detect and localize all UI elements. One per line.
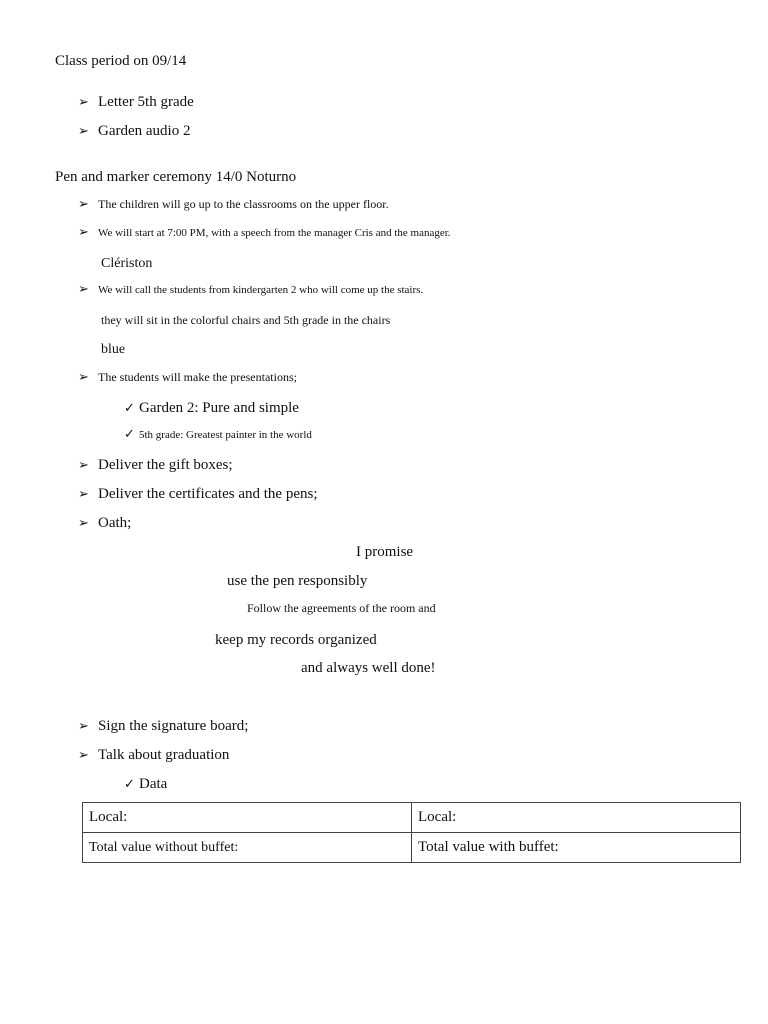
list-item	[78, 124, 190, 139]
arrow-bullet-icon: ➢	[78, 719, 89, 734]
list-item-text: Deliver the gift boxes;	[98, 457, 233, 473]
arrow-bullet-icon: ➢	[78, 95, 89, 110]
list-item-text: Oath;	[98, 515, 132, 531]
check-item	[124, 401, 299, 416]
table-row	[83, 803, 741, 833]
list-item	[78, 95, 194, 110]
table-cell: Total value without buffet:	[83, 833, 412, 863]
list-item-text: Garden audio 2	[98, 123, 191, 139]
list-item	[78, 719, 248, 734]
oath-line: Follow the agreements of the room and	[247, 601, 436, 615]
list-item-text: We will start at 7:00 PM, with a speech from the manager Cris and the manager.	[98, 227, 451, 239]
list-item-text: We will call the students from kindergarten 2 who will come up the stairs.	[98, 284, 424, 296]
table-row	[83, 833, 741, 863]
list-item-text: Deliver the certificates and the pens;	[98, 486, 318, 502]
check-icon: ✓	[124, 401, 135, 416]
arrow-bullet-icon: ➢	[78, 282, 89, 297]
list-item	[78, 487, 318, 502]
list-item-continuation: Clériston	[101, 256, 153, 271]
table-cell: Local:	[83, 803, 412, 833]
check-icon: ✓	[124, 777, 135, 792]
list-item	[78, 458, 233, 473]
table-cell: Local:	[412, 803, 741, 833]
list-item-text: Talk about graduation	[98, 747, 230, 763]
oath-line: keep my records organized	[215, 632, 377, 648]
check-item	[124, 428, 312, 441]
list-item	[78, 516, 131, 531]
arrow-bullet-icon: ➢	[78, 516, 89, 531]
oath-line: use the pen responsibly	[227, 573, 368, 589]
check-item-text: 5th grade: Greatest painter in the world	[139, 429, 312, 441]
list-item-continuation: they will sit in the colorful chairs and 5th grade in the chairs	[101, 313, 391, 327]
check-icon: ✓	[124, 427, 135, 442]
list-item-text: Sign the signature board;	[98, 718, 249, 734]
arrow-bullet-icon: ➢	[78, 748, 89, 763]
arrow-bullet-icon: ➢	[78, 225, 89, 240]
list-item	[78, 226, 451, 239]
list-item	[78, 371, 297, 384]
oath-line: and always well done!	[301, 660, 436, 676]
ceremony-heading: Pen and marker ceremony 14/0 Noturno	[55, 169, 297, 185]
list-item	[78, 198, 389, 211]
list-item-continuation: blue	[101, 342, 126, 357]
table-cell: Total value with buffet:	[412, 833, 741, 863]
arrow-bullet-icon: ➢	[78, 370, 89, 385]
list-item-text: Letter 5th grade	[98, 94, 194, 110]
class-period-heading: Class period on 09/14	[55, 53, 187, 69]
arrow-bullet-icon: ➢	[78, 124, 89, 139]
list-item-text: The children will go up to the classrooms on the upper floor.	[98, 197, 389, 211]
check-item	[124, 777, 167, 792]
list-item-text: The students will make the presentations;	[98, 370, 297, 384]
arrow-bullet-icon: ➢	[78, 487, 89, 502]
list-item	[78, 283, 423, 296]
list-item	[78, 748, 229, 763]
oath-line: I promise	[356, 544, 414, 560]
arrow-bullet-icon: ➢	[78, 458, 89, 473]
check-item-text: Data	[139, 776, 168, 792]
graduation-data-table	[82, 802, 741, 863]
check-item-text: Garden 2: Pure and simple	[139, 400, 299, 416]
arrow-bullet-icon: ➢	[78, 197, 89, 212]
